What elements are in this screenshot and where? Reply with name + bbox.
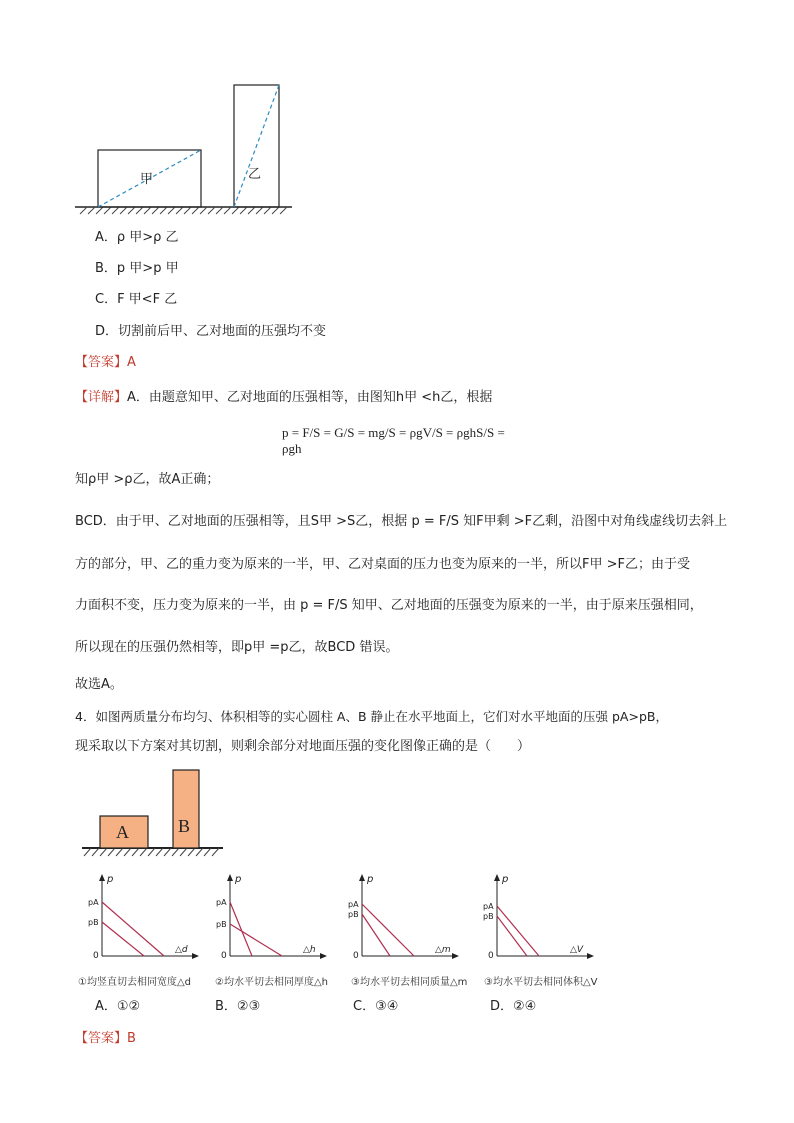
- pb-tick: pB: [483, 912, 494, 921]
- q4-option-b: B．②③: [215, 999, 261, 1014]
- line-pa: [230, 902, 252, 956]
- q4-option-c: C．③④: [353, 999, 399, 1014]
- graph-1-caption: ①均竖直切去相同宽度△d: [78, 977, 192, 988]
- q3-bcd-line4: 所以现在的压强仍然相等，即p甲 =p乙，故BCD 错误。: [75, 640, 399, 655]
- graph-2-caption: ②均水平切去相同厚度△h: [215, 977, 328, 988]
- q4-stem-line2: 现采取以下方案对其切割，则剩余部分对地面压强的变化图像正确的是（ ）: [75, 739, 531, 754]
- line-pb: [102, 922, 144, 956]
- q3-option-b: B．p 甲>p 甲: [95, 261, 179, 276]
- y-arrow: [227, 874, 233, 881]
- pa-tick: pA: [483, 902, 494, 911]
- x-label: △d: [175, 945, 188, 955]
- q3-answer: 【答案】A: [75, 355, 136, 370]
- line-pb: [230, 924, 282, 956]
- pa-tick: pA: [348, 900, 359, 909]
- q3-bcd-line2: 方的部分，甲、乙的重力变为原来的一半，甲、乙对桌面的压力也变为原来的一半，所以F甲 >F乙；由于受: [75, 557, 690, 572]
- y-label: p: [367, 874, 374, 885]
- label-jia: 甲: [140, 172, 154, 187]
- line-pb: [362, 914, 390, 956]
- q3-option-c: C．F 甲<F 乙: [95, 292, 178, 307]
- q3-bcd-line3: 力面积不变，压力变为原来的一半，由 p = F/S 知甲、乙对地面的压强变为原来的一半，由于原来压强相同，: [75, 598, 703, 613]
- graph-2: [208, 872, 328, 972]
- y-label: p: [107, 874, 114, 885]
- x-arrow: [452, 953, 459, 959]
- y-arrow: [359, 874, 365, 881]
- q3-option-d: D．切割前后甲、乙对地面的压强均不变: [95, 324, 327, 339]
- x-arrow: [320, 953, 327, 959]
- q3-line2: 知ρ甲 >ρ乙，故A正确；: [75, 472, 220, 487]
- origin-label: 0: [353, 951, 359, 961]
- q4-figure: [78, 768, 228, 860]
- pb-tick: pB: [348, 910, 359, 919]
- cylinder-a-label: A: [116, 822, 129, 842]
- x-arrow: [587, 953, 594, 959]
- q4-stem-line1: 4．如图两质量分布均匀、体积相等的实心圆柱 A、B 静止在水平地面上，它们对水平地面的压强 pA>pB，: [75, 709, 668, 724]
- origin-label: 0: [221, 951, 227, 961]
- graph-4: [475, 872, 595, 972]
- q4-option-d: D．②④: [490, 999, 537, 1014]
- pb-tick: pB: [88, 918, 99, 927]
- q3-formula: p = F/S = G/S = mg/S = ρgV/S = ρghS/S = ρgh: [282, 425, 505, 456]
- label-yi: 乙: [248, 167, 262, 182]
- graph-4-caption: ③均水平切去相同体积△V: [484, 977, 598, 988]
- y-arrow: [494, 874, 500, 881]
- q4-option-a: A．①②: [95, 999, 141, 1014]
- cylinder-b: [173, 770, 199, 848]
- origin-label: 0: [488, 951, 494, 961]
- cylinder-b-label: B: [178, 816, 191, 836]
- q3-conclusion: 故选A。: [75, 677, 123, 692]
- detail-tag: 【详解】: [75, 390, 128, 405]
- x-label: △h: [303, 945, 316, 955]
- q3-option-a: A．ρ 甲>ρ 乙: [95, 230, 179, 245]
- y-label: p: [235, 874, 242, 885]
- graph-3-caption: ③均水平切去相同质量△m: [351, 977, 468, 988]
- y-label: p: [502, 874, 509, 885]
- line-pa: [362, 904, 414, 956]
- x-label: △m: [435, 945, 451, 955]
- q3-bcd-line1: BCD．由于甲、乙对地面的压强相等，且S甲 >S乙，根据 p = F/S 知F甲剩 >F乙剩，沿图中对角线虚线切去斜上: [75, 514, 728, 529]
- y-arrow: [99, 874, 105, 881]
- graph-1: [80, 872, 200, 972]
- pa-tick: pA: [88, 898, 99, 907]
- origin-label: 0: [93, 951, 99, 961]
- line-pa: [497, 906, 539, 956]
- q4-answer: 【答案】B: [75, 1031, 136, 1046]
- q3-figure: [70, 80, 300, 220]
- q3-detail-line1: 【详解】A．由题意知甲、乙对地面的压强相等，由图知h甲 <h乙，根据: [75, 390, 493, 405]
- pa-tick: pA: [216, 898, 227, 907]
- x-arrow: [192, 953, 199, 959]
- pb-tick: pB: [216, 920, 227, 929]
- graph-3: [340, 872, 460, 972]
- x-label: △V: [570, 945, 584, 955]
